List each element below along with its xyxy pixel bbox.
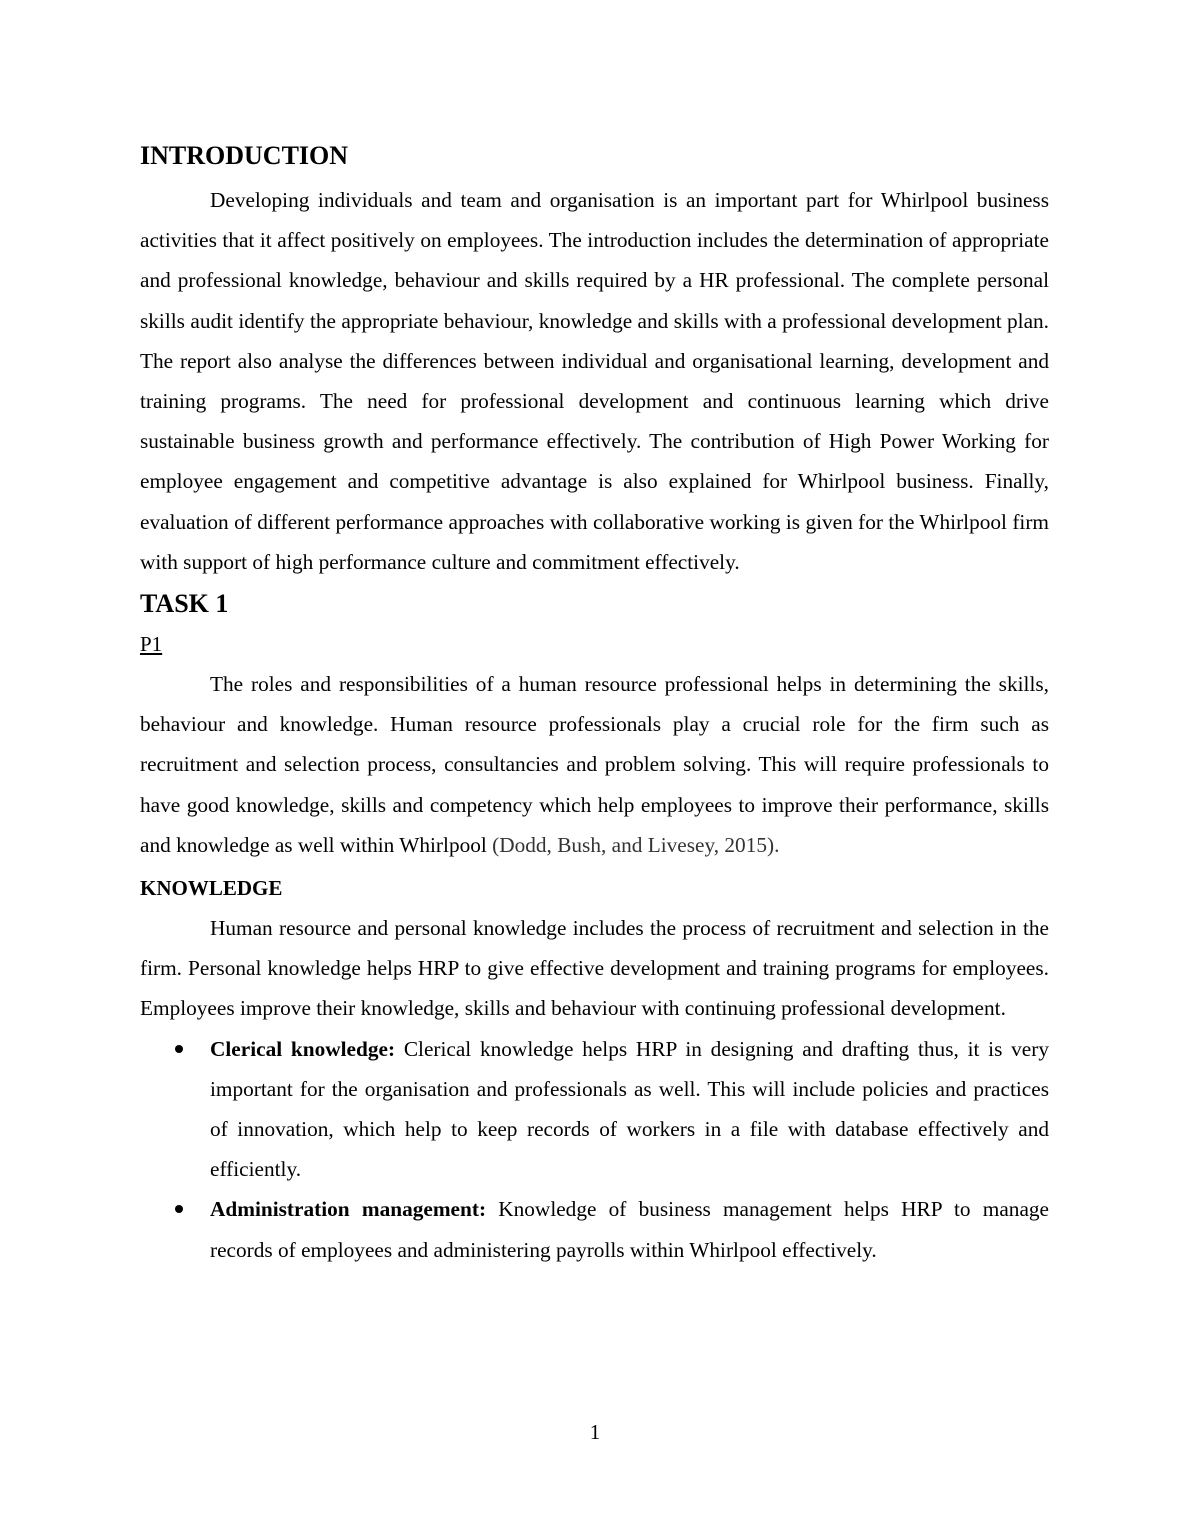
p1-citation: (Dodd, Bush, and Livesey, 2015). (492, 832, 780, 857)
knowledge-paragraph: Human resource and personal knowledge includes the process of recruitment and selection in the firm. Personal knowledge helps HRP to give effective development and training programs for employees. Employees improve their knowledge, skills and behaviour with continuing professional development. (140, 916, 1049, 1021)
page-number: 1 (589, 1420, 601, 1444)
p1-paragraph (140, 664, 1049, 865)
bullet-dot-icon (175, 1205, 183, 1213)
page-content (140, 140, 1049, 1270)
bullet-term: Administration management: (210, 1197, 487, 1222)
p1-label: P1 (140, 632, 163, 657)
knowledge-heading: KNOWLEDGE (140, 876, 283, 901)
bullet-dot-icon (175, 1045, 183, 1053)
knowledge-bullet-list (140, 1029, 1049, 1270)
bullet-item-clerical-knowledge (140, 1029, 1049, 1190)
bullet-item-administration-management (140, 1189, 1049, 1269)
introduction-paragraph: Developing individuals and team and organisation is an important part for Whirlpool business activities that it affect positively on employees. The introduction includes the determination of appropriate and professional knowledge, behaviour and skills required by a HR professional. The complete personal skills audit identify the appropriate behaviour, knowledge and skills with a professional development plan. The report also analyse the differences between individual and organisational learning, development and training programs. The need for professional development and continuous learning which drive sustainable business growth and performance effectively. The contribution of High Power Working for employee engagement and competitive advantage is also explained for Whirlpool business. Finally, evaluation of different performance approaches with collaborative working is given for the Whirlpool firm with support of high performance culture and commitment effectively. (140, 188, 1049, 574)
bullet-term: Clerical knowledge: (210, 1036, 396, 1061)
introduction-heading: INTRODUCTION (140, 141, 349, 170)
bullet-text: Knowledge of business management helps HRP to manage records of employees and administering payrolls within Whirlpool effectively. (210, 1197, 1050, 1262)
bullet-text: Clerical knowledge helps HRP in designing and drafting thus, it is very important for the organisation and professionals as well. This will include policies and practices of innovation, which help to keep records of workers in a file with database effectively and efficiently. (210, 1036, 1049, 1182)
p1-paragraph-text: The roles and responsibilities of a human resource professional helps in determining the skills, behaviour and knowledge. Human resource professionals play a crucial role for the firm such as recruitment and selection process, consultancies and problem solving. This will require professionals to have good knowledge, skills and competency which help employees to improve their performance, skills and knowledge as well within Whirlpool (140, 672, 1049, 857)
task-1-heading: TASK 1 (140, 589, 229, 619)
